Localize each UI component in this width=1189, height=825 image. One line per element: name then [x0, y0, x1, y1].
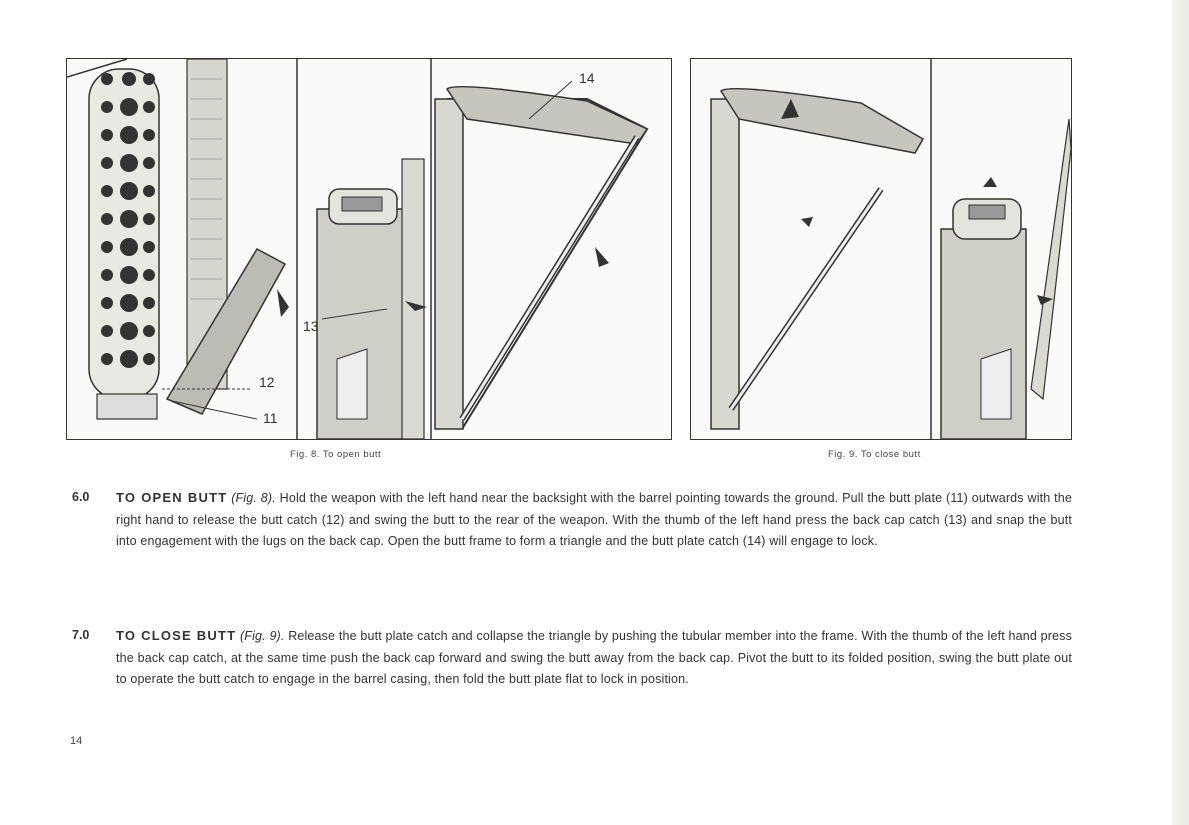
figure-8-caption: Fig. 8. To open butt: [290, 449, 382, 460]
back-cap-drawing: [317, 159, 427, 439]
section-text: Release the butt plate catch and collapse the triangle by pushing the tubular member into the frame. With the thumb of the left hand press the back cap catch, at the same time push the back cap forward and swing the butt away from the back cap. Pivot the butt to its folded position, swing the butt plate out to operate the butt catch to engage in the barrel casing, then fold the butt plate flat to lock in position.: [116, 629, 1072, 686]
page-edge: [1172, 0, 1189, 825]
label-13: 13: [303, 318, 319, 334]
section-text: Hold the weapon with the left hand near the backsight with the barrel pointing towards the ground. Pull the butt plate (11) outwards with the right hand to release the butt catch (12) and swing the butt to the rear of the weapon. With the thumb of the left hand press the back cap catch (13) and snap the butt into engagement with the lugs on the back cap. Open the butt frame to form a triangle and the butt plate catch (14) will engage to lock.: [116, 491, 1073, 548]
section-number: 7.0: [72, 628, 90, 642]
page-number: 14: [70, 735, 83, 747]
section-body: [116, 625, 1072, 691]
label-12: 12: [259, 374, 275, 390]
figure-reference: (Fig. 9).: [239, 629, 285, 643]
label-11: 11: [263, 410, 278, 426]
section-open-butt: [72, 487, 1072, 553]
barrel-casing-drawing: [67, 59, 289, 419]
butt-triangle-drawing: [435, 81, 647, 429]
section-heading: TO OPEN BUTT: [116, 490, 228, 505]
figure-9-caption: Fig. 9. To close butt: [828, 449, 921, 460]
section-close-butt: [72, 625, 1072, 691]
figure-9-plate: [690, 58, 1072, 440]
section-number: 6.0: [72, 490, 90, 504]
figure-9-illustration: [691, 59, 1071, 439]
figure-reference: (Fig. 8).: [231, 491, 276, 505]
figure-8-plate: [66, 58, 672, 440]
label-14: 14: [579, 70, 595, 86]
section-heading: TO CLOSE BUTT: [116, 628, 237, 643]
section-body: [116, 487, 1072, 553]
collapsing-triangle-drawing: [711, 89, 923, 429]
figure-8-illustration: [67, 59, 671, 439]
back-cap-closing-drawing: [941, 119, 1071, 439]
